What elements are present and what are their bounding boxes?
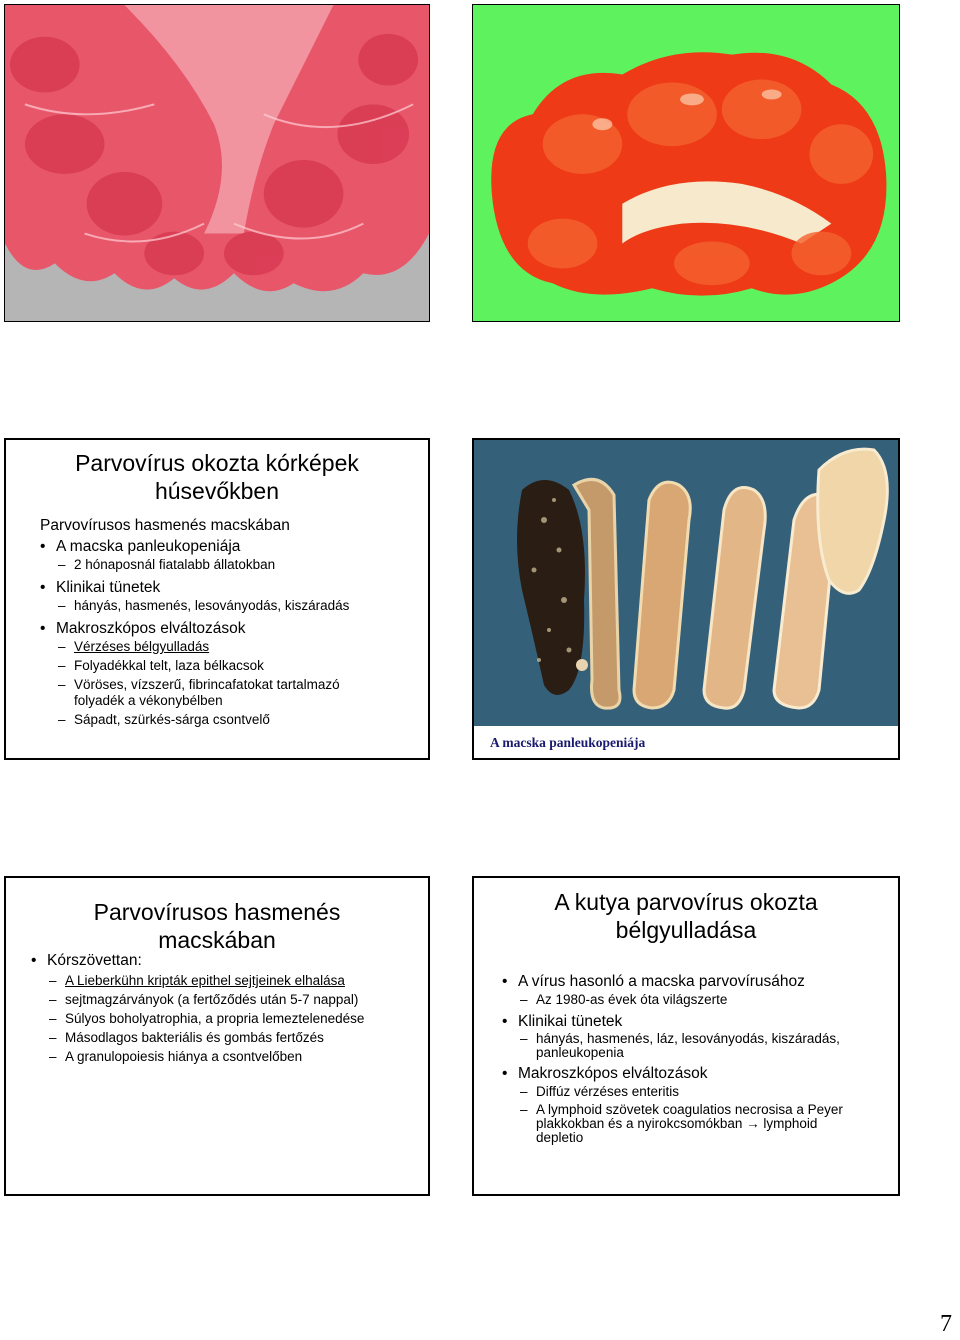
- bullet-item: • Makroszkópos elváltozások: [40, 620, 246, 637]
- sub-bullet-item: – Másodlagos bakteriális és gombás fertőzés: [49, 1030, 324, 1045]
- dash-marker: –: [520, 1031, 528, 1046]
- intestine-photo: [5, 5, 429, 321]
- dash-marker: –: [520, 1084, 528, 1099]
- dash-marker: –: [49, 992, 57, 1007]
- bullet-marker: •: [31, 952, 37, 969]
- dash-marker: –: [58, 658, 66, 673]
- title-line-1: A kutya parvovírus okozta: [554, 889, 818, 915]
- title-line-1: Parvovírus okozta kórképek: [75, 450, 359, 476]
- slide-2-photo: [472, 4, 900, 322]
- sub-bullet-item: – A granulopoiesis hiánya a csontvelőben: [49, 1049, 303, 1064]
- sub-bullet-item: – Diffúz vérzéses enteritis: [520, 1084, 680, 1099]
- dash-marker: –: [49, 1049, 57, 1064]
- title-line-2: húsevőkben: [154, 478, 280, 504]
- sub-bullet-item: – sejtmagzárványok (a fertőződés után 5-7 nappal): [49, 992, 359, 1007]
- slide-title: [6, 898, 428, 954]
- arrow-right-icon: →: [746, 1116, 760, 1131]
- sub-bullet-item: – hányás, hasmenés, láz, lesoványodás, kiszáradás, panleukopenia: [520, 1031, 840, 1060]
- sub-bullet-item: – hányás, hasmenés, lesoványodás, kiszáradás: [58, 598, 350, 613]
- bullet-marker: •: [502, 973, 508, 990]
- page-number: 7: [940, 1311, 952, 1337]
- sub-bullet-item: – Súlyos boholyatrophia, a propria lemeztelenedése: [49, 1011, 365, 1026]
- slide-title: [474, 888, 898, 944]
- bullet-item: • Klinikai tünetek: [40, 579, 161, 596]
- bullet-item: • A macska panleukopeniája: [40, 538, 241, 555]
- slide-4: [472, 438, 900, 760]
- dash-marker: –: [58, 598, 66, 613]
- slide-body: [40, 515, 425, 728]
- slide-6: [472, 876, 900, 1196]
- dash-marker: –: [58, 639, 66, 654]
- title-line-2: bélgyulladása: [615, 917, 757, 943]
- kidney-photo: [473, 5, 899, 321]
- dash-marker: –: [49, 973, 57, 988]
- slide-5: [4, 876, 430, 1196]
- sub-bullet-item: – Folyadékkal telt, laza bélkacsok: [58, 658, 264, 673]
- dash-marker: –: [58, 557, 66, 572]
- sub-bullet-item: – Sápadt, szürkés-sárga csontvelő: [58, 712, 270, 727]
- dash-marker: –: [520, 992, 528, 1007]
- sub-bullet-item: – 2 hónaposnál fiatalabb állatokban: [58, 557, 276, 572]
- dash-marker: –: [49, 1030, 57, 1045]
- intestines-photo: [474, 440, 900, 726]
- slide-body: [31, 950, 426, 1065]
- slide-3: [4, 438, 430, 760]
- slide-body: [502, 971, 897, 1145]
- sub-bullet-item: – A lymphoid szövetek coagulatios necrosisa a Peyer plakkokban és a nyirokcsomókban → lymphoid depletio: [520, 1102, 843, 1145]
- dash-marker: –: [49, 1011, 57, 1026]
- dash-marker: –: [58, 677, 66, 692]
- sub-bullet-item: – A Lieberkühn kripták epithel sejtjeinek elhalása: [49, 973, 345, 988]
- bullet-item: • A vírus hasonló a macska parvovírusához: [502, 973, 805, 990]
- slide-1-photo: [4, 4, 430, 322]
- sub-bullet-item: – Az 1980-as évek óta világszerte: [520, 992, 728, 1007]
- bullet-marker: •: [502, 1013, 508, 1030]
- subtitle: Parvovírusos hasmenés macskában: [40, 517, 290, 534]
- bullet-marker: •: [40, 538, 46, 555]
- dash-marker: –: [58, 712, 66, 727]
- dash-marker: –: [520, 1102, 528, 1117]
- bullet-marker: •: [40, 579, 46, 596]
- slide-title: [6, 449, 428, 505]
- sub-bullet-item: – Vöröses, vízszerű, fibrincafatokat tartalmazó folyadék a vékonybélben: [58, 677, 340, 708]
- title-line-1: Parvovírusos hasmenés: [93, 899, 341, 925]
- bullet-item: • Kórszövettan:: [31, 952, 142, 969]
- title-line-2: macskában: [158, 927, 276, 953]
- bullet-item: • Klinikai tünetek: [502, 1013, 623, 1030]
- sub-bullet-item: – Vérzéses bélgyulladás: [58, 639, 210, 654]
- bullet-marker: •: [502, 1065, 508, 1082]
- bullet-marker: •: [40, 620, 46, 637]
- bullet-item: • Makroszkópos elváltozások: [502, 1065, 708, 1082]
- image-caption: A macska panleukopeniája: [490, 735, 646, 750]
